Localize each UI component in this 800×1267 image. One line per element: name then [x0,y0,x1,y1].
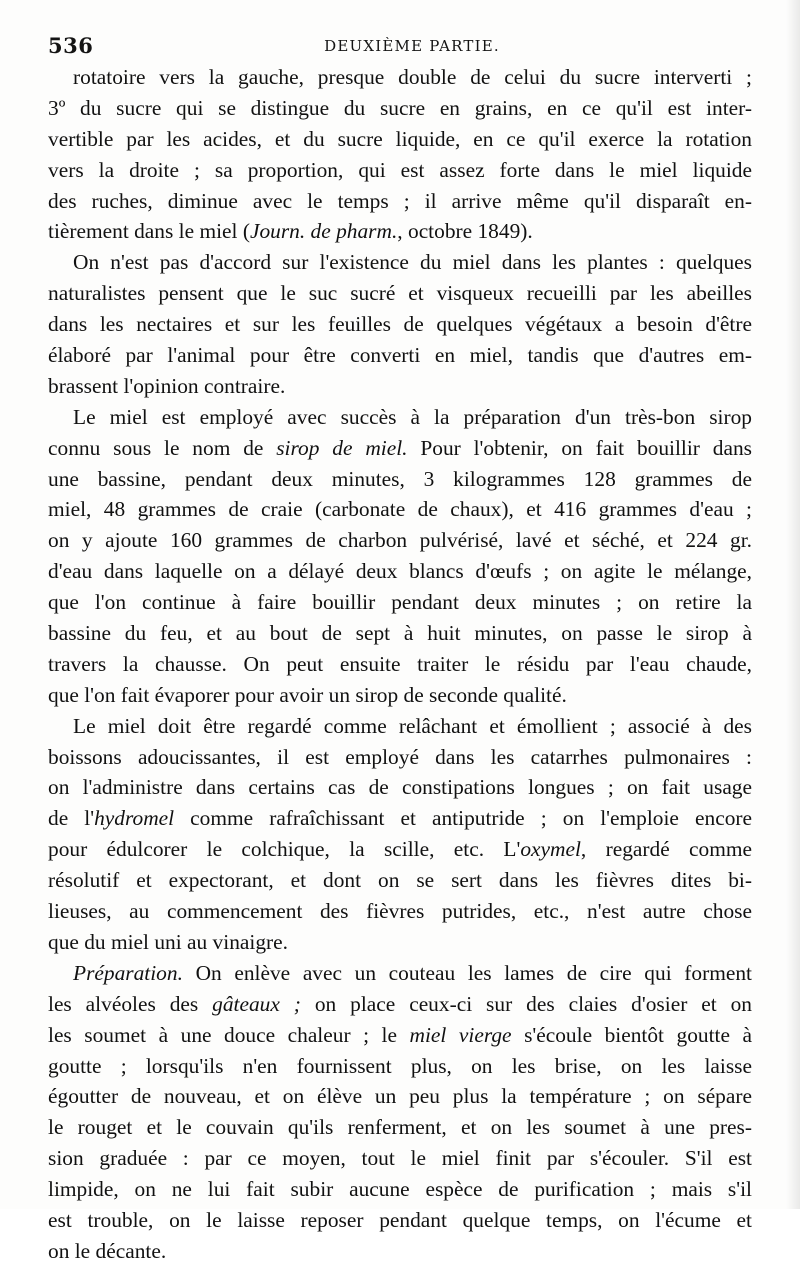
text-line: le rouget et le couvain qu'ils renferment, et on les soumet à une pres- [48,1115,752,1140]
text-line: égoutter de nouveau, et on élève un peu plus la température ; on sépare [48,1084,752,1109]
paragraph [48,62,752,247]
text-line: tièrement dans le miel (Journ. de pharm., octobre 1849). [48,219,533,244]
page-number: 536 [48,33,94,58]
italic-term: sirop de miel. [276,435,408,460]
text-line: les soumet à une douce chaleur ; le miel vierge s'écoule bientôt goutte à [48,1022,753,1047]
paragraph [48,402,752,711]
italic-term: Journ. de pharm. [249,219,398,244]
text-line: travers la chausse. On peut ensuite traiter le résidu par l'eau chaude, [48,651,752,676]
text-line: limpide, on ne lui fait subir aucune espèce de purification ; mais s'il [48,1177,752,1202]
text-line: bassine du feu, et au bout de sept à huit minutes, on passe le sirop à [48,621,752,646]
text-line: connu sous le nom de sirop de miel. Pour l'obtenir, on fait bouillir dans [48,435,752,460]
italic-term: miel vierge [409,1022,512,1047]
text-line: de l'hydromel comme rafraîchissant et antiputride ; on l'emploie encore [48,806,753,831]
paragraph [48,958,752,1267]
text-line: que du miel uni au vinaigre. [48,929,288,954]
text-line: Le miel doit être regardé comme relâchant et émollient ; associé à des [73,713,752,738]
text-line: les alvéoles des gâteaux ; on place ceux-ci sur des claies d'osier et on [48,991,752,1016]
text-line: rotatoire vers la gauche, presque double de celui du sucre interverti ; [73,65,752,89]
text-line: boissons adoucissantes, il est employé dans les catarrhes pulmonaires : [48,744,752,769]
text-line: élaboré par l'animal pour être converti en miel, tandis que d'autres em- [48,343,752,368]
paragraph [48,711,752,958]
text-line: que l'on continue à faire bouillir pendant deux minutes ; on retire la [48,590,752,615]
text-line: naturalistes pensent que le suc sucré et visqueux recueilli par les abeilles [48,281,752,306]
italic-term: Préparation. [73,960,183,985]
text-line: lieuses, au commencement des fièvres putrides, etc., n'est autre chose [48,899,752,924]
paragraph [48,247,752,401]
text-line: une bassine, pendant deux minutes, 3 kilogrammes 128 grammes de [48,466,752,491]
italic-term: gâteaux ; [212,991,301,1016]
italic-term: oxymel [520,837,581,862]
page-edge-shadow [786,0,800,1209]
text-line: Préparation. On enlève avec un couteau les lames de cire qui forment [73,960,752,985]
text-line: d'eau dans laquelle on a délayé deux blancs d'œufs ; on agite le mélange, [48,559,752,584]
text-line: 3º du sucre qui se distingue du sucre en grains, en ce qu'il est inter- [48,95,752,120]
text-line: pour édulcorer le colchique, la scille, etc. L'oxymel, regardé comme [48,837,752,862]
text-line: est trouble, on le laisse reposer pendant quelque temps, on l'écume et [48,1207,752,1232]
text-line: miel, 48 grammes de craie (carbonate de chaux), et 416 grammes d'eau ; [48,497,752,522]
text-line: on y ajoute 160 grammes de charbon pulvérisé, lavé et séché, et 224 gr. [48,528,752,553]
text-line: On n'est pas d'accord sur l'existence du miel dans les plantes : quelques [73,250,752,275]
text-line: on l'administre dans certains cas de constipations longues ; on fait usage [48,775,752,800]
text-line: vers la droite ; sa proportion, qui est assez forte dans le miel liquide [48,157,752,182]
text-line: dans les nectaires et sur les feuilles de quelques végétaux a besoin d'être [48,312,752,337]
text-line: on le décante. [48,1238,167,1263]
italic-term: hydromel [94,806,175,831]
page-header [48,30,752,60]
text-line: vertible par les acides, et du sucre liquide, en ce qu'il exerce la rotation [48,126,752,151]
running-title: DEUXIÈME PARTIE. [324,37,500,55]
text-line: que l'on fait évaporer pour avoir un sirop de seconde qualité. [48,682,567,707]
text-line: goutte ; lorsqu'ils n'en fournissent plus, on les brise, on les laisse [48,1053,752,1078]
text-line: Le miel est employé avec succès à la préparation d'un très-bon sirop [73,404,752,429]
text-line: brassent l'opinion contraire. [48,373,286,398]
body-text [48,62,752,1267]
text-line: résolutif et expectorant, et dont on se sert dans les fièvres dites bi- [48,868,752,893]
text-line: sion graduée : par ce moyen, tout le miel finit par s'écouler. S'il est [48,1146,752,1171]
text-line: des ruches, diminue avec le temps ; il arrive même qu'il disparaît en- [48,188,752,213]
